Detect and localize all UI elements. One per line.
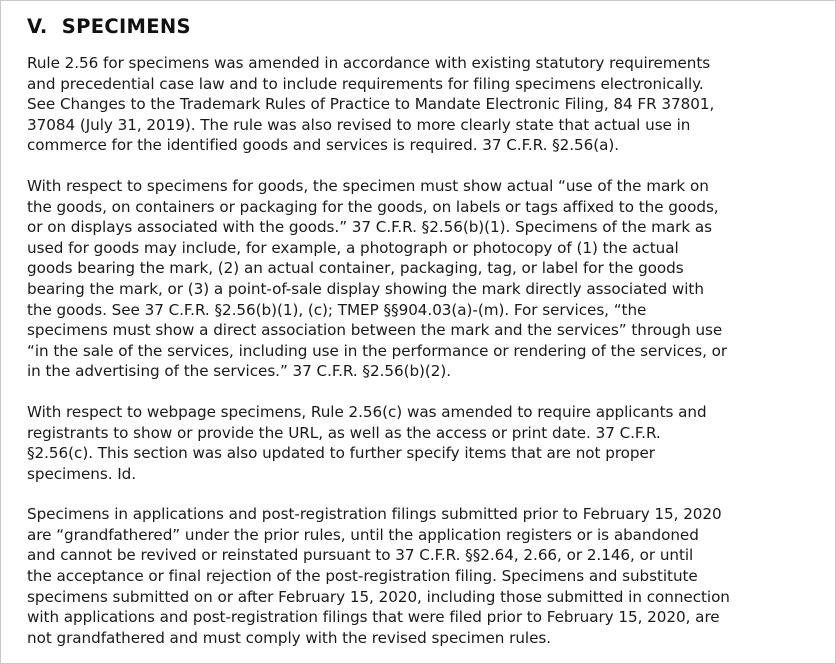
paragraph-rule-amendment: Rule 2.56 for specimens was amended in accordance with existing statutory requirements and precedential case law and to include requirements for filing specimens electronically. See Changes to the Trademark Rules of Practice to Mandate Electronic Filing, 84 FR 37801, 37084 (July 31, 2019). The rule was also revised to more clearly state that actual use in commerce for the identified goods and services is required. 37 C.F.R. §2.56(a). [27,54,715,155]
paragraph-webpage-specimens: With respect to webpage specimens, Rule 2.56(c) was amended to require applicants and registrants to show or provide the URL, as well as the access or print date. 37 C.F.R. §2.56(c). This section was also updated to further specify items that are not proper specimens. Id. [27,402,707,483]
section-heading [27,15,817,39]
paragraph-specimens-for-goods: With respect to specimens for goods, the specimen must show actual “use of the mark on the goods, on containers or packaging for the goods, on labels or tags affixed to the goods, or on displays associated with the goods.” 37 C.F.R. §2.56(b)(1). Specimens of the mark as used for goods may include, for example, a photograph or photocopy of (1) the actual goods bearing the mark, (2) an actual container, packaging, tag, or label for the goods bearing the mark, or (3) a point-of-sale display showing the mark directly associated with the goods. See 37 C.F.R. §2.56(b)(1), (c); TMEP §§904.03(a)-(m). For services, “the specimens must show a direct association between the mark and the services” through use “in the sale of the services, including use in the performance or rendering of the services, or in the advertising of the services.” 37 C.F.R. §2.56(b)(2). [27,176,728,381]
section-title: SPECIMENS [61,15,191,38]
section-number: V. [27,15,48,38]
paragraph-grandfathered-specimens: Specimens in applications and post-registration filings submitted prior to February 15, 2020 are “grandfathered” under the prior rules, until the application registers or is abandoned and cannot be revived or reinstated pursuant to 37 C.F.R. §§2.64, 2.66, or 2.146, or until the acceptance or final rejection of the post-registration filing. Specimens and substitute specimens submitted on or after February 15, 2020, including those submitted in connection with applications and post-registration filings that were filed prior to February 15, 2020, are not grandfathered and must comply with the revised specimen rules. [27,505,730,647]
